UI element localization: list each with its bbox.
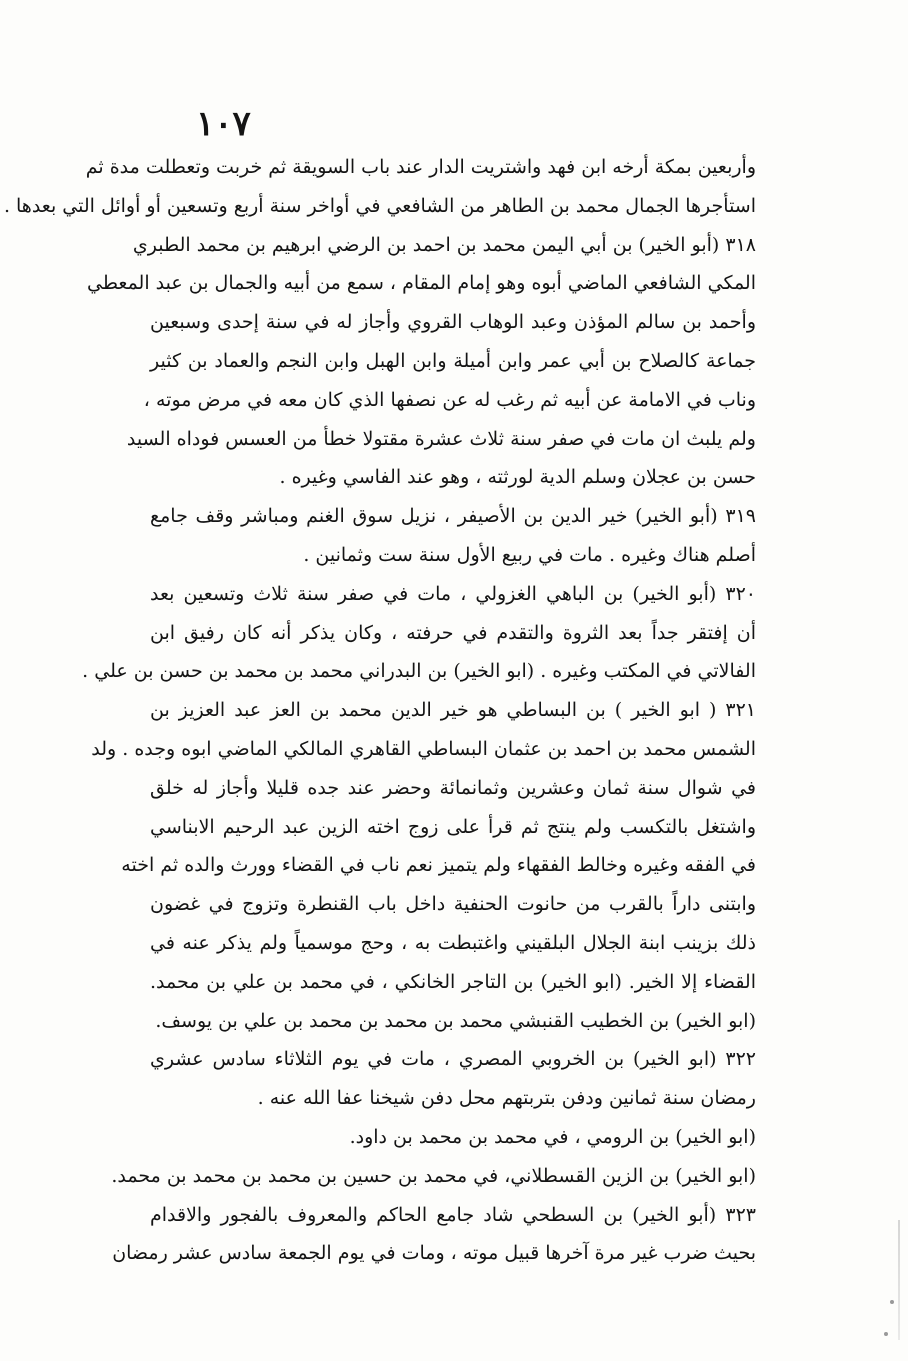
- text-line: حسن بن عجلان وسلم الدية لورثته ، وهو عند الفاسي وغيره .: [279, 466, 756, 489]
- entry-319-line: ٣١٩ (أبو الخير) خير الدين بن الأصيفر ، نزيل سوق الغنم ومباشر وقف جامع: [150, 505, 756, 528]
- entry-318-line: ٣١٨ (أبو الخير) بن أبي اليمن محمد بن احمد بن الرضي ابرهيم بن محمد الطبري: [132, 233, 756, 256]
- text-line: القضاء إلا الخير. (ابو الخير) بن التاجر الخانكي ، في محمد بن علي بن محمد.: [150, 970, 756, 993]
- text-line: (ابو الخير) بن الزين القسطلاني، في محمد بن حسين بن محمد بن محمد بن محمد.: [111, 1164, 756, 1187]
- text-line: (ابو الخير) بن الرومي ، في محمد بن محمد بن داود.: [349, 1125, 756, 1148]
- text-line: وابتنى داراً بالقرب من حانوت الحنفية داخل باب القنطرة وتزوج في غضون: [150, 893, 756, 916]
- entry-323-line: ٣٢٣ (أبو الخير) بن السطحي شاد جامع الحاكم والمعروف بالفجور والاقدام: [150, 1203, 756, 1226]
- text-line: استأجرها الجمال محمد بن الطاهر من الشافعي في أواخر سنة أربع وتسعين أو أوائل التي بعدها .: [3, 194, 756, 217]
- text-line: أن إفتقر جداً بعد الثروة والتقدم في حرفته ، وكان يذكر أنه كان رفيق ابن: [150, 621, 756, 644]
- text-line: أصلم هناك وغيره . مات في ربيع الأول سنة ست وثمانين .: [303, 543, 756, 566]
- text-line: ذلك بزينب ابنة الجلال البلقيني واغتبطت به ، وحج موسمياً ولم يذكر عنه في: [150, 931, 756, 954]
- text-line: ولم يلبث ان مات في صفر سنة ثلاث عشرة مقتولا خطأ من العسس فوداه السيد: [126, 427, 756, 450]
- text-line: وناب في الامامة عن أبيه ثم رغب له عن نصفها الذي كان معه في مرض موته ،: [143, 388, 756, 411]
- text-line: الشمس محمد بن احمد بن عثمان البساطي القاهري المالكي الماضي ابوه وجده . ولد: [91, 737, 756, 760]
- entry-321-line: ٣٢١ ( ابو الخير ) بن البساطي هو خير الدين محمد بن العز عبد العزيز بن: [150, 699, 756, 722]
- page-number: ١٠٧: [196, 104, 251, 144]
- text-line: جماعة كالصلاح بن أبي عمر وابن أميلة وابن الهبل وابن النجم والعماد بن كثير: [150, 349, 756, 372]
- text-line: في الفقه وغيره وخالط الفقهاء ولم يتميز نعم ناب في القضاء وورث والده ثم اخته: [121, 854, 756, 877]
- text-line: واشتغل بالتكسب ولم ينتج ثم قرأ على زوج اخته الزين عبد الرحيم الابناسي: [150, 815, 756, 838]
- scan-edge-mark: [898, 1220, 900, 1340]
- text-line: رمضان سنة ثمانين ودفن بتربتهم محل دفن شيخنا عفا الله عنه .: [257, 1087, 756, 1110]
- text-line: في شوال سنة ثمان وعشرين وثمانمائة وحضر عند جده قليلا وأجاز له خلق: [150, 776, 756, 799]
- body-text: [3, 148, 756, 1273]
- text-line: بحيث ضرب غير مرة آخرها قبيل موته ، ومات في يوم الجمعة سادس عشر رمضان: [112, 1242, 756, 1265]
- text-line: (ابو الخير) بن الخطيب القنبشي محمد بن محمد بن محمد بن علي بن يوسف.: [155, 1009, 756, 1032]
- text-line: المكي الشافعي الماضي أبوه وهو إمام المقام ، سمع من أبيه والجمال بن عبد المعطي: [86, 272, 756, 295]
- text-line: وأحمد بن سالم المؤذن وعبد الوهاب القروي وأجاز له في سنة إحدى وسبعين: [150, 311, 756, 334]
- entry-320-line: ٣٢٠ (أبو الخير) بن الباهي الغزولي ، مات في صفر سنة ثلاث وتسعين بعد: [150, 582, 756, 605]
- text-line: الفالاتي في المكتب وغيره . (ابو الخير) بن البدراني محمد بن محمد بن حسن بن علي .: [82, 660, 756, 683]
- scan-speck: [890, 1300, 894, 1304]
- entry-322-line: ٣٢٢ (ابو الخير) بن الخروبي المصري ، مات في يوم الثلاثاء سادس عشري: [150, 1048, 756, 1071]
- text-line: وأربعين بمكة أرخه ابن فهد واشتريت الدار عند باب السويقة ثم خربت وتعطلت مدة ثم: [85, 156, 756, 178]
- scan-speck: [884, 1332, 888, 1336]
